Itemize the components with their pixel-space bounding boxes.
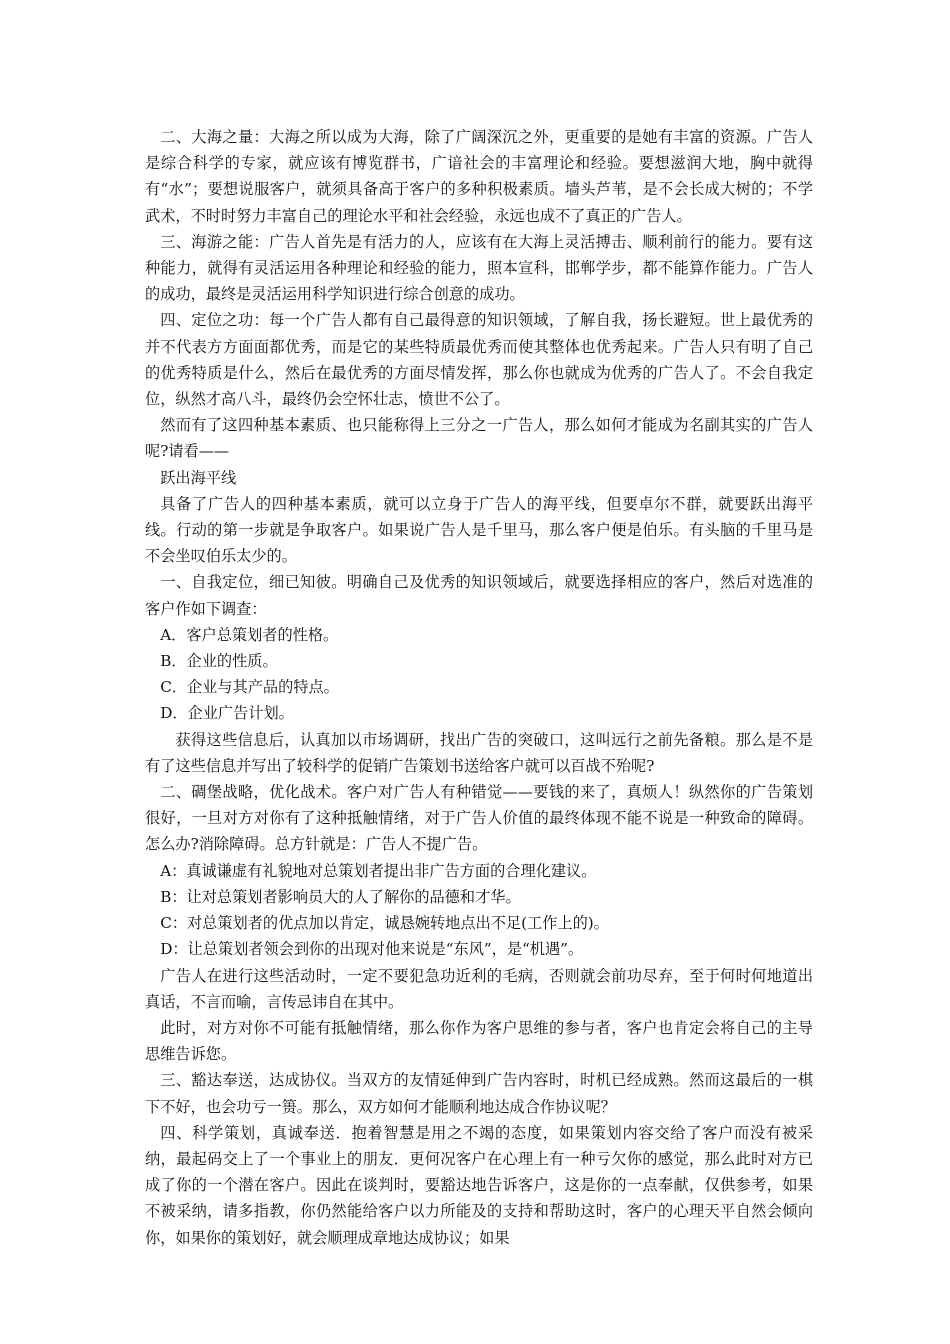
paragraph-positioning: 四、定位之功：每一个广告人都有自己最得意的知识领域，了解自我，扬长避短。世上最优秀的并不代表方方面面都优秀，而是它的某些特质最优秀而使其整体也优秀起来。广告人只有明了自己的优秀特质是什么，然后在最优秀的方面尽情发挥，那么你也就成为优秀的广告人了。不会自我定位，纵然才高八斗，最终仍会空怀壮志，愤世不公了。 <box>145 311 813 409</box>
paragraph-intro: 具备了广告人的四种基本素质，就可以立身于广告人的海平线，但要卓尔不群，就要跃出海平线。行动的第一步就是争取客户。如果说广告人是千里马，那么客户便是伯乐。有头脑的千里马是不会坐叹伯乐太少的。 <box>145 494 813 566</box>
list-item: B．企业的性质。 <box>160 652 278 671</box>
paragraph-caution: 广告人在进行这些活动时，一定不要犯急功近利的毛病，否则就会前功尽弃，至于何时何地道出真话，不言而喻，言传忌讳自在其中。 <box>145 966 813 1011</box>
list-item: B：让对总策划者影响员大的人了解你的品德和才华。 <box>160 887 521 906</box>
list-item: C．企业与其产品的特点。 <box>160 678 339 697</box>
paragraph-ocean-capacity: 二、大海之量：大海之所以成为大海，除了广阔深沉之外，更重要的是她有丰富的资源。广告人是综合科学的专家，就应该有博览群书，广谙社会的丰富理论和经验。要想滋润大地，胸中就得有“水”；要想说服客户，就须具备高于客户的多种积极素质。墙头芦苇，是不会长成大树的；不学武术，不时时努力丰富自己的理论水平和社会经验，永远也成不了真正的广告人。 <box>145 128 813 225</box>
paragraph-research: 获得这些信息后，认真加以市场调研，找出广告的突破口，这叫远行之前先备粮。那么是不是有了这些信息并写出了较科学的促销广告策划书送给客户就可以百战不殆呢? <box>145 730 813 775</box>
paragraph-participation: 此时，对方对你不可能有抵触情绪，那么你作为客户思维的参与者，客户也肯定会将自己的主导思维告诉您。 <box>145 1018 813 1064</box>
list-item: D．企业广告计划。 <box>160 704 294 723</box>
document-body <box>145 124 813 1251</box>
paragraph-self-positioning: 一、自我定位，细已知彼。明确自己及优秀的知识领域后，就要选择相应的客户，然后对选准的客户作如下调查： <box>145 573 813 618</box>
paragraph-transition: 然而有了这四种基本素质、也只能称得上三分之一广告人，那么如何才能成为名副其实的广告人呢?请看—— <box>145 416 813 461</box>
list-item: A．客户总策划者的性格。 <box>160 625 339 644</box>
paragraph-agreement: 三、豁达奉送，达成协仪。当双方的友情延伸到广告内容时，时机已经成熟。然而这最后的一棋下不好，也会功亏一篑。那么，双方如何才能顺利地达成合作协议呢？ <box>145 1071 813 1116</box>
list-item: D：让总策划者领会到你的出现对他来说是“东风”，是“机遇”。 <box>160 940 584 959</box>
list-item: C：对总策划者的优点加以肯定，诚恳婉转地点出不足(工作上的)。 <box>160 914 609 933</box>
section-heading: 跃出海平线 <box>160 468 237 487</box>
list-item: A：真诚谦虚有礼貌地对总策划者提出非广告方面的合理化建议。 <box>160 861 597 880</box>
paragraph-scientific-planning: 四、科学策划，真诚奉送．抱着智慧是用之不竭的态度，如果策划内容交给了客户而没有被采纳，最起码交上了一个事业上的朋友．更何况客户在心理上有一种亏欠你的感觉，那么此时对方已成了你的一个潜在客户。因此在谈判时，要豁达地告诉客户，这是你的一点奉献，仅供参考，如果不被采纳，请多指教，你仍然能给客户以力所能及的支持和帮助这时，客户的心理天平自然会倾向你，如果你的策划好，就会顺理成章地达成协议；如果 <box>145 1123 813 1247</box>
paragraph-swimming-ability: 三、海游之能：广告人首先是有活力的人，应该有在大海上灵活搏击、顺利前行的能力。要有这种能力，就得有灵活运用各种理论和经验的能力，照本宣科，邯郸学步，都不能算作能力。广告人的成功，最终是灵活运用科学知识进行综合创意的成功。 <box>145 232 813 304</box>
paragraph-strategy: 二、碉堡战略，优化战术。客户对广告人有种错觉——要钱的来了，真烦人！纵然你的广告策划很好，一旦对方对你有了这种抵触情绪，对于广告人价值的最终体现不能不说是一种致命的障碍。怎么办?消除障碍。总方针就是：广告人不提广告。 <box>145 783 813 854</box>
